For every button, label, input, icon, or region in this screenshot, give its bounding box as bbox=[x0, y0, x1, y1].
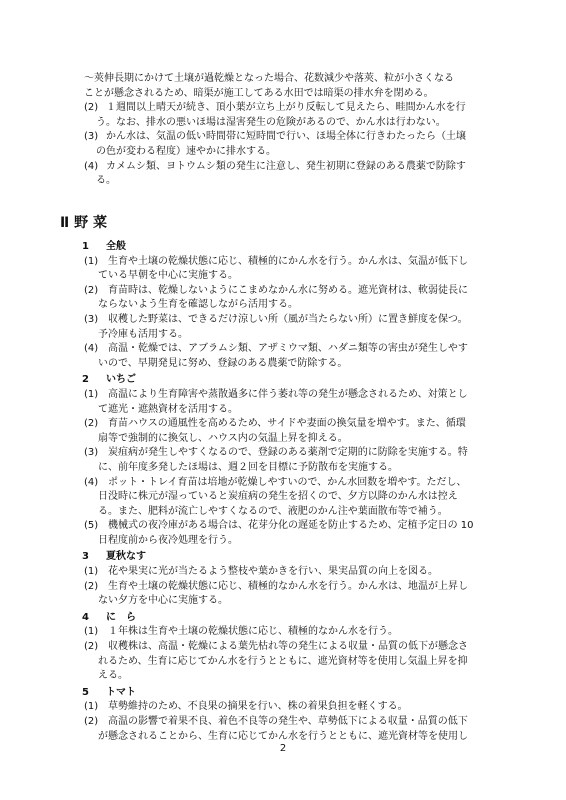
numbered-item bbox=[84, 640, 514, 684]
subsection-heading bbox=[82, 550, 516, 565]
item-line: かん水は、気温の低い時間帯に短時間で行い、ほ場全体に行きわたったら（土壌 bbox=[106, 131, 466, 143]
intro-items bbox=[84, 101, 504, 189]
item-number: (2) bbox=[84, 716, 99, 727]
item-line: 生育や土壌の乾燥状態に応じ、積極的にかん水を行う。かん水は、気温が低下し bbox=[108, 255, 468, 267]
item-line: １年株は生育や土壌の乾燥状態に応じ、積極的なかん水を行う。 bbox=[108, 626, 398, 638]
subsection-title: 夏秋なす bbox=[106, 551, 146, 563]
subsection-title: トマト bbox=[106, 686, 136, 698]
item-number: (2) bbox=[84, 641, 99, 653]
item-number: (1) bbox=[84, 255, 99, 267]
item-line: 花や果実に光が当たるよう整枝や葉かきを行い、果実品質の向上を図る。 bbox=[108, 566, 438, 578]
item-number: (1) bbox=[84, 626, 99, 638]
subsection-number: 4 bbox=[82, 611, 89, 623]
item-number: (4) bbox=[84, 160, 99, 172]
intro-block bbox=[84, 72, 504, 189]
item-number: (3) bbox=[84, 131, 99, 143]
item-line: 生育や土壌の乾燥状態に応じ、積極的なかん水を行う。かん水は、地温が上昇し bbox=[108, 580, 468, 592]
section-title: Ⅱ 野 菜 bbox=[60, 215, 107, 231]
numbered-item bbox=[84, 313, 514, 342]
subsection-items bbox=[84, 565, 514, 609]
item-line: 予冷庫も活用する。 bbox=[98, 328, 188, 340]
vegetable-section bbox=[56, 214, 516, 744]
item-line: て遮光・遮熱資材を活用する。 bbox=[98, 403, 238, 415]
item-line: る。 bbox=[96, 175, 116, 187]
item-number: (4) bbox=[84, 343, 99, 355]
item-number: (5) bbox=[84, 520, 99, 532]
numbered-item bbox=[84, 625, 514, 640]
item-number: (1) bbox=[84, 701, 99, 713]
subsection-title: いちご bbox=[106, 374, 136, 386]
intro-lead-line: 〜莢伸長期にかけて土壌が過乾燥となった場合、花数減少や落莢、粒が小さくなる bbox=[84, 73, 454, 84]
subsection-number: 2 bbox=[82, 374, 89, 386]
item-number: (2) bbox=[84, 418, 99, 430]
numbered-item bbox=[84, 446, 514, 475]
item-line: ない夕方を中心に実施する。 bbox=[98, 595, 228, 607]
item-line: ている早朝を中心に実施する。 bbox=[98, 270, 238, 282]
subsection-number: 1 bbox=[82, 241, 89, 252]
intro-lead-line: ことが懸念されるため、暗渠が施工してある水田では暗渠の排水弁を閉める。 bbox=[84, 87, 434, 99]
numbered-item bbox=[84, 417, 514, 446]
item-line: 扇等で強制的に換気し、ハウス内の気温上昇を抑える。 bbox=[98, 432, 348, 444]
item-line: 高温・乾燥では、アブラムシ類、アザミウマ類、ハダニ類等の害虫が発生しやす bbox=[108, 343, 468, 355]
numbered-item bbox=[84, 284, 514, 313]
item-number: (1) bbox=[84, 388, 99, 400]
item-line: 育苗ハウスの通風性を高めるため、サイドや妻面の換気量を増やす。また、循環 bbox=[108, 418, 466, 430]
subsection-items bbox=[84, 255, 514, 372]
item-line: れるため、生育に応じてかん水を行うとともに、遮光資材等を使用し気温上昇を抑 bbox=[98, 655, 468, 667]
item-number: (2) bbox=[84, 284, 99, 296]
item-line: 収穫した野菜は、できるだけ涼しい所（風が当たらない所）に置き鮮度を保つ。 bbox=[108, 313, 468, 325]
item-line: 日没時に株元が湿っていると炭疽病の発生を招くので、夕方以降のかん水は控え bbox=[98, 491, 458, 503]
subsection-heading bbox=[82, 611, 516, 626]
item-line: 収穫株は、高温・乾燥による葉先枯れ等の発生による収量・品質の低下が懸念さ bbox=[108, 641, 468, 653]
item-line: 機械式の夜冷庫がある場合は、花芽分化の遅延を防止するため、定植予定日の 10 bbox=[108, 520, 474, 532]
item-line: 日程度前から夜冷処理を行う。 bbox=[98, 534, 238, 546]
item-number: (4) bbox=[84, 476, 99, 488]
subsection-items bbox=[84, 388, 514, 549]
numbered-item bbox=[84, 519, 514, 548]
item-line: 高温により生育障害や蒸散過多に伴う萎れ等の発生が懸念されるため、対策とし bbox=[108, 388, 468, 400]
numbered-item bbox=[84, 255, 514, 284]
subsection-items bbox=[84, 700, 514, 744]
item-number: (2) bbox=[84, 580, 99, 592]
item-number: (3) bbox=[84, 447, 99, 459]
item-line: う。なお、排水の悪いほ場は湿害発生の危険があるので、かん水は行わない。 bbox=[96, 116, 446, 128]
item-line: いので、早期発見に努め、登録のある農薬で防除する。 bbox=[98, 357, 348, 369]
numbered-item bbox=[84, 565, 514, 580]
item-line: 草勢維持のため、不良果の摘果を行い、株の着果負担を軽くする。 bbox=[108, 701, 408, 713]
subsection-number: 3 bbox=[82, 551, 89, 563]
numbered-item bbox=[84, 715, 514, 744]
item-line: ポット・トレイ育苗は培地が乾燥しやすいので、かん水回数を増やす。ただし、 bbox=[108, 476, 467, 488]
item-line: カメムシ類、ヨトウムシ類の発生に注意し、発生初期に登録のある農薬で防除す bbox=[106, 160, 466, 172]
subsection-heading bbox=[82, 373, 516, 388]
numbered-item bbox=[84, 700, 514, 715]
subsection-title: に ら bbox=[106, 611, 136, 623]
item-line: る。また、肥料が流亡しやすくなるので、液肥のかん注や葉面散布等で補う。 bbox=[98, 505, 448, 517]
item-line: ならないよう生育を確認しながら活用する。 bbox=[98, 299, 298, 311]
item-line: 高温の影響で着果不良、着色不良等の発生や、草勢低下による収量・品質の低下 bbox=[108, 716, 468, 727]
subsection-heading bbox=[82, 686, 516, 701]
numbered-item bbox=[84, 342, 514, 371]
item-number: (3) bbox=[84, 313, 99, 325]
item-line: 育苗時は、乾燥しないようにこまめなかん水に努める。遮光資材は、軟弱徒長に bbox=[108, 284, 468, 296]
item-line: が懸念されることから、生育に応じてかん水を行うとともに、遮光資材等を使用し bbox=[98, 730, 468, 742]
numbered-item bbox=[84, 130, 504, 159]
numbered-item bbox=[84, 388, 514, 417]
item-number: (1) bbox=[84, 566, 99, 578]
item-line: える。 bbox=[98, 670, 128, 682]
subsection-number: 5 bbox=[82, 686, 89, 698]
subsection-list bbox=[56, 240, 516, 744]
numbered-item bbox=[84, 160, 504, 189]
item-line: 炭疽病が発生しやすくなるので、登録のある薬剤で定期的に防除を実施する。特 bbox=[108, 447, 468, 459]
subsection-heading bbox=[82, 240, 516, 255]
numbered-item bbox=[84, 101, 504, 130]
subsection-title: 全般 bbox=[106, 241, 126, 252]
item-line: １週間以上晴天が続き、頂小葉が立ち上がり反転して見えたら、畦間かん水を行 bbox=[106, 102, 466, 114]
item-line: の色が変わる程度）速やかに排水する。 bbox=[96, 145, 276, 157]
numbered-item bbox=[84, 476, 514, 520]
item-line: に、前年度多発したほ場は、週２回を目標に予防散布を実施する。 bbox=[98, 461, 398, 473]
page-number: 2 bbox=[279, 743, 287, 754]
item-number: (2) bbox=[84, 102, 99, 114]
subsection-items bbox=[84, 625, 514, 683]
numbered-item bbox=[84, 580, 514, 609]
